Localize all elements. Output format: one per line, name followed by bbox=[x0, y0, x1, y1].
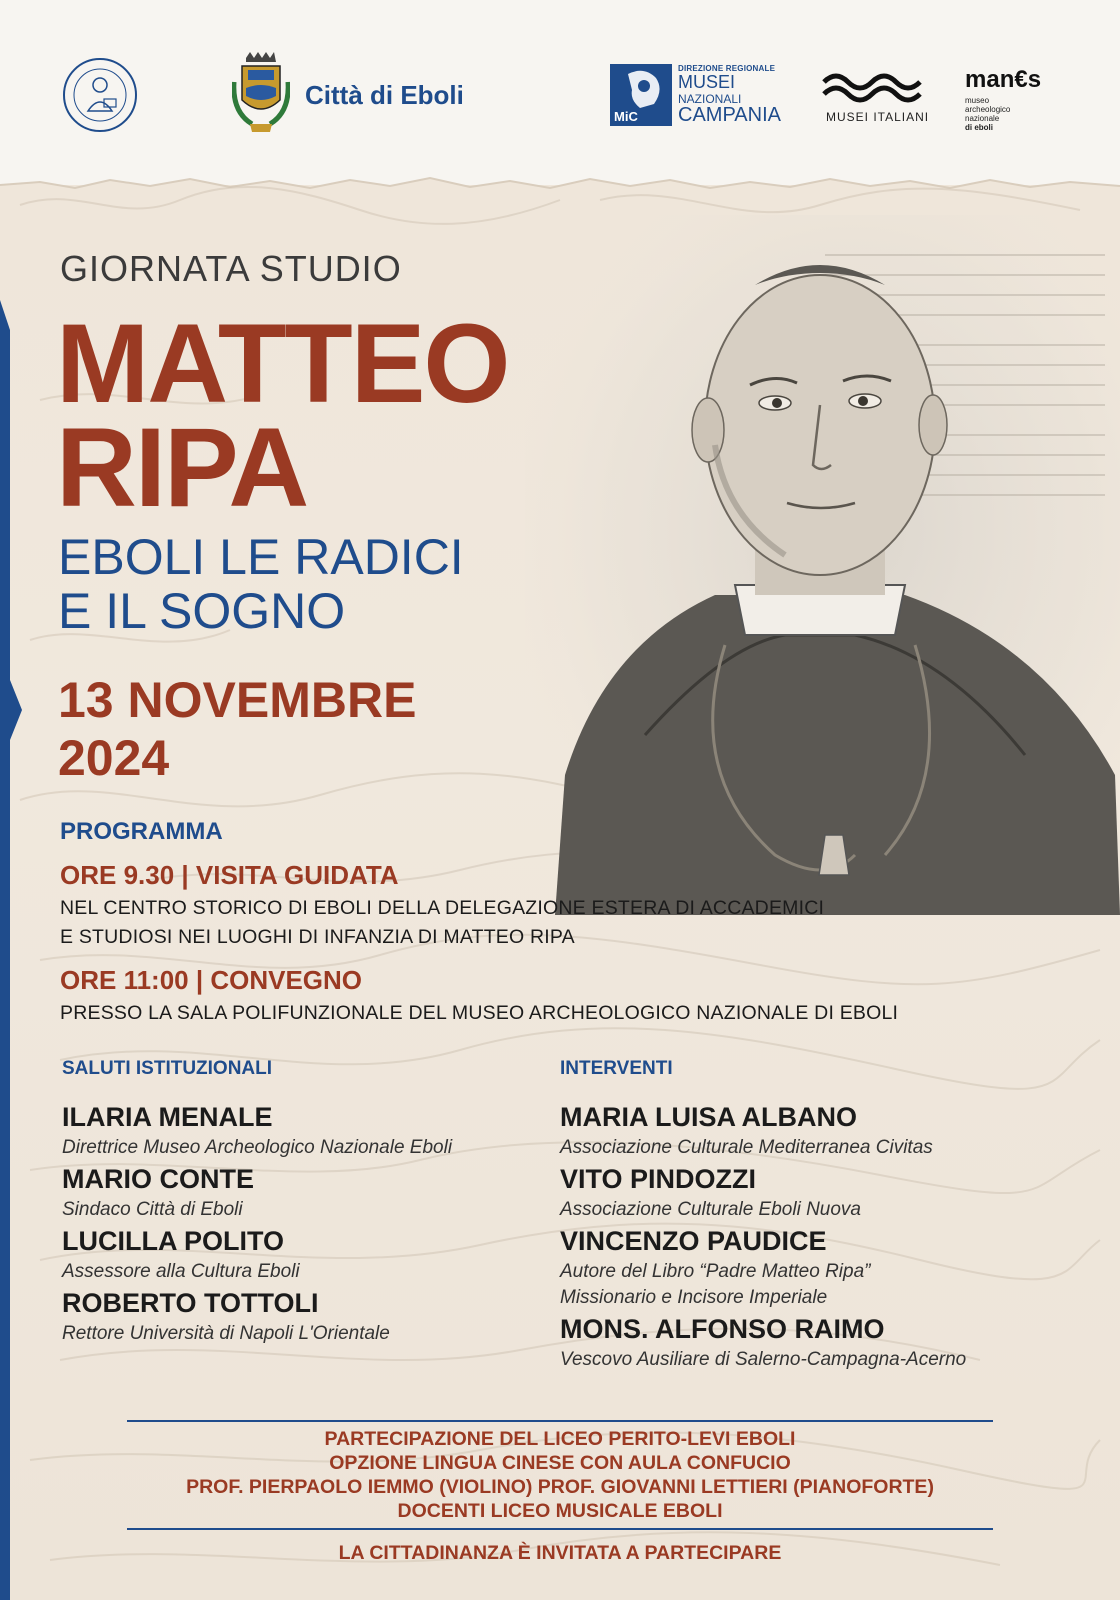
saluti-name-2: MARIO CONTE bbox=[62, 1164, 254, 1194]
mic-box bbox=[610, 64, 672, 126]
manes-wordmark: man€s bbox=[965, 66, 1042, 93]
manes-sub-2: archeologico bbox=[965, 105, 1011, 114]
saluti-name-3: LUCILLA POLITO bbox=[62, 1226, 284, 1256]
event-1-desc-line-2: E STUDIOSI NEI LUOGHI DI INFANZIA DI MATTEO RIPA bbox=[60, 926, 575, 948]
interventi-role-4: Vescovo Ausiliare di Salerno-Campagna-Acerno bbox=[560, 1349, 967, 1370]
interventi-role-3a: Autore del Libro “Padre Matteo Ripa” bbox=[560, 1261, 871, 1282]
subtitle-line-1: EBOLI LE RADICI bbox=[58, 529, 464, 585]
footer-line-2: OPZIONE LINGUA CINESE CON AULA CONFUCIO bbox=[329, 1452, 791, 1474]
footer-line-4: DOCENTI LICEO MUSICALE EBOLI bbox=[397, 1500, 723, 1522]
interventi-role-1: Associazione Culturale Mediterranea Civitas bbox=[560, 1137, 933, 1158]
interventi-heading: INTERVENTI bbox=[560, 1058, 673, 1079]
interventi-role-2: Associazione Culturale Eboli Nuova bbox=[560, 1199, 861, 1220]
matteo-ripa-portrait bbox=[525, 215, 1120, 915]
eboli-crest-icon bbox=[232, 52, 290, 136]
subtitle-line-2: E IL SOGNO bbox=[58, 583, 346, 639]
wave-icon bbox=[820, 68, 930, 104]
footer-line-1: PARTECIPAZIONE DEL LICEO PERITO-LEVI EBOLI bbox=[324, 1428, 796, 1450]
interventi-name-3: VINCENZO PAUDICE bbox=[560, 1226, 827, 1256]
event-2-desc-line-1: PRESSO LA SALA POLIFUNZIONALE DEL MUSEO ARCHEOLOGICO NAZIONALE DI EBOLI bbox=[60, 1002, 899, 1024]
mic-musei-campania-logo bbox=[610, 64, 790, 128]
saluti-role-3: Assessore alla Cultura Eboli bbox=[62, 1261, 300, 1282]
citta-eboli-text: Città di Eboli bbox=[305, 80, 464, 110]
event-2-time: ORE 11:00 | CONVEGNO bbox=[60, 965, 363, 995]
footer-line-3: PROF. PIERPAOLO IEMMO (VIOLINO) PROF. GIOVANNI LETTIERI (PIANOFORTE) bbox=[186, 1476, 934, 1498]
event-1-time: ORE 9.30 | VISITA GUIDATA bbox=[60, 860, 399, 890]
kicker-giornata-studio: GIORNATA STUDIO bbox=[60, 248, 402, 289]
saluti-role-1: Direttrice Museo Archeologico Nazionale Eboli bbox=[62, 1137, 453, 1158]
saluti-role-2: Sindaco Città di Eboli bbox=[62, 1199, 243, 1220]
mic-nazionali-text: NAZIONALI bbox=[678, 92, 742, 106]
manes-logo bbox=[965, 66, 1065, 136]
programma-heading: PROGRAMMA bbox=[60, 818, 223, 845]
left-blue-stripe bbox=[0, 300, 24, 1600]
footer-divider-bottom bbox=[127, 1528, 993, 1530]
mic-direzione-text: DIREZIONE REGIONALE bbox=[678, 64, 776, 73]
saluti-name-4: ROBERTO TOTTOLI bbox=[62, 1288, 319, 1318]
musei-italiani-text: MUSEI ITALIANI bbox=[826, 110, 930, 124]
event-date-year: 2024 bbox=[58, 730, 170, 786]
title-ripa: RIPA bbox=[56, 405, 308, 530]
footer-divider-top bbox=[127, 1420, 993, 1422]
interventi-role-3b: Missionario e Incisore Imperiale bbox=[560, 1287, 828, 1308]
interventi-name-2: VITO PINDOZZI bbox=[560, 1164, 757, 1194]
manes-sub-1: museo bbox=[965, 96, 990, 105]
mic-campania-text: CAMPANIA bbox=[678, 104, 781, 126]
interventi-name-4: MONS. ALFONSO RAIMO bbox=[560, 1314, 885, 1344]
manes-sub-3: nazionale bbox=[965, 114, 1000, 123]
manes-sub-4: di eboli bbox=[965, 123, 993, 132]
event-1-desc-line-1: NEL CENTRO STORICO DI EBOLI DELLA DELEGAZIONE ESTERA DI ACCADEMICI bbox=[60, 897, 825, 919]
mic-box-label: MiC bbox=[614, 109, 638, 124]
mic-musei-text: MUSEI bbox=[678, 72, 736, 92]
title-matteo: MATTEO bbox=[56, 301, 509, 426]
saluti-name-1: ILARIA MENALE bbox=[62, 1102, 273, 1132]
interventi-name-1: MARIA LUISA ALBANO bbox=[560, 1102, 857, 1132]
footer-invite: LA CITTADINANZA È INVITATA A PARTECIPARE bbox=[338, 1542, 782, 1564]
saluti-heading: SALUTI ISTITUZIONALI bbox=[62, 1058, 273, 1079]
event-date-day: 13 NOVEMBRE bbox=[58, 672, 417, 728]
saluti-role-4: Rettore Università di Napoli L'Orientale bbox=[62, 1323, 390, 1344]
musei-italiani-logo bbox=[820, 68, 940, 124]
orientale-logo bbox=[60, 55, 140, 135]
